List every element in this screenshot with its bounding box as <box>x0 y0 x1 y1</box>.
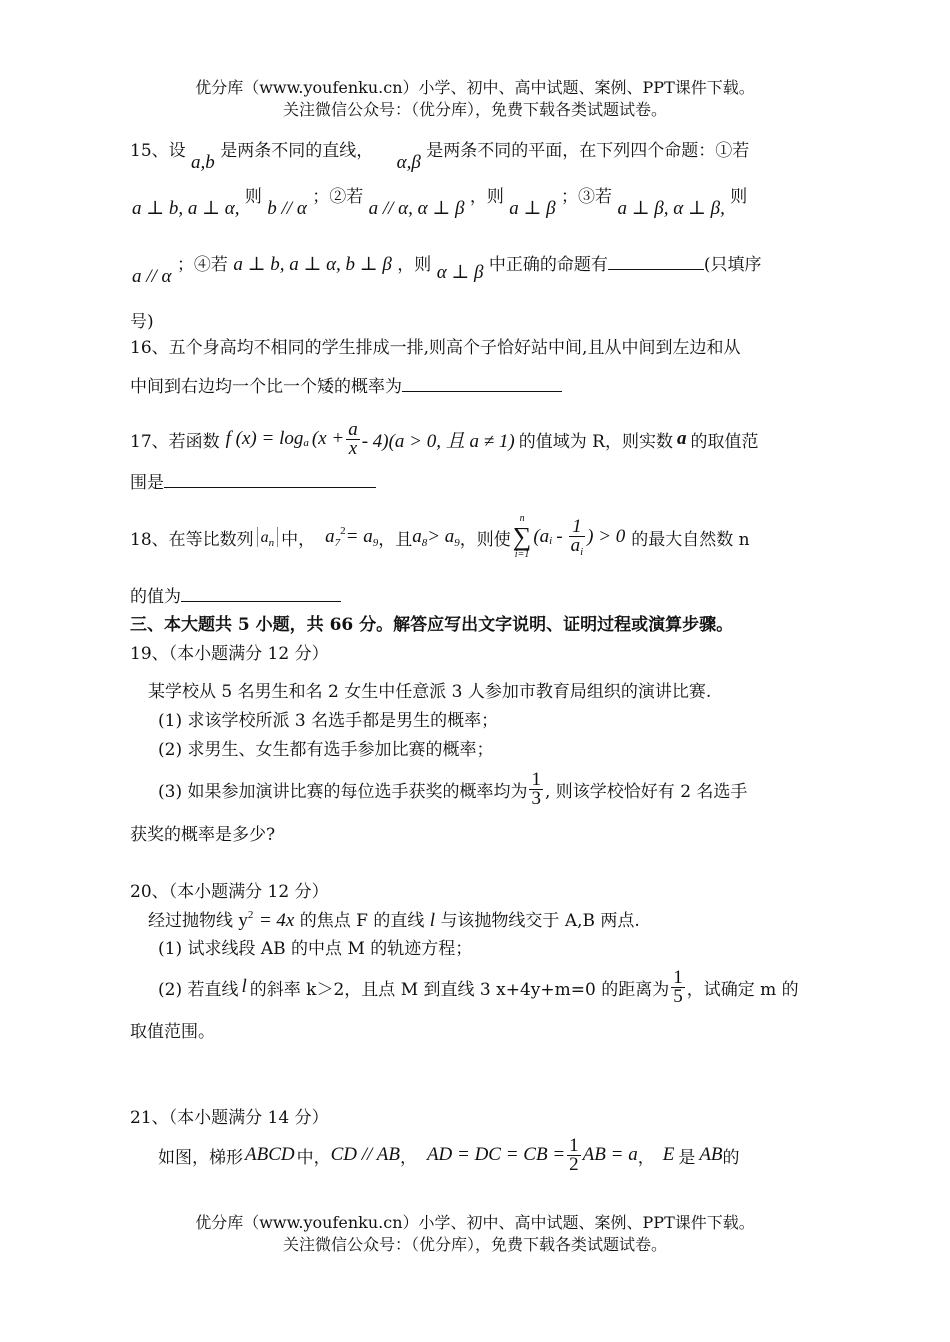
q18-seq-sub: n <box>268 537 275 549</box>
q15-semi-3: ；④若 <box>176 255 228 275</box>
header-line-2: 关注微信公众号：（优分库），免费下载各类试题试卷。 <box>282 100 667 119</box>
q20-p2-text-3: ，试确定 m 的 <box>686 979 799 1000</box>
q18-sequence <box>257 527 279 547</box>
q19-part-3-cont: 获奖的概率是多少? <box>130 825 276 845</box>
q21-text-6: 的 <box>722 1147 740 1168</box>
q20-part-2-cont: 取值范围。 <box>130 1022 215 1042</box>
q18-ineq <box>412 526 460 548</box>
q18-text-1: 中， <box>281 529 316 550</box>
q15-then-4: ，则 <box>397 255 432 275</box>
q20-eq: = 4x <box>258 910 295 931</box>
q15-answer-blank <box>608 268 704 270</box>
q17-open: (x + <box>311 428 345 449</box>
q17-line-1 <box>130 412 758 466</box>
q18-frac-den-sub: i <box>580 545 584 558</box>
q17-text-1: 的值域为 R，则实数 <box>518 431 673 452</box>
q17-frac-num: a <box>348 418 358 440</box>
q16-line-2 <box>130 372 562 397</box>
q21-abcd: ABCD <box>245 1144 295 1165</box>
q15-result-2: a ⊥ β <box>509 198 556 219</box>
q18-text-5: 的值为 <box>130 587 181 607</box>
q21-parallel: CD // AB <box>330 1144 400 1165</box>
q20-intro-b: 的焦点 F 的直线 <box>299 911 425 931</box>
q21-text-1: 如图，梯形 <box>158 1147 243 1168</box>
q21-ab-eq: AB = a <box>582 1144 638 1165</box>
q21-frac-den: 2 <box>569 1153 579 1175</box>
q19-frac-num: 1 <box>531 768 541 790</box>
q20-intro-c: 与该抛物线交于 A,B 两点. <box>440 911 640 931</box>
q18-answer-blank <box>181 600 341 602</box>
q18-close: ) > 0 <box>587 526 626 547</box>
q15-tail: 中正确的命题有 <box>488 255 608 275</box>
q17-frac-den: x <box>348 437 358 459</box>
q18-line-2 <box>130 582 341 607</box>
q20-p2-text-1: (2) 若直线 <box>158 979 239 1000</box>
q18-paren: (a <box>533 526 550 547</box>
q15-ab: a,b <box>191 152 215 173</box>
q15-text-1: 是两条不同的直线， <box>220 141 374 161</box>
q19-p3-text-1: (3) 如果参加演讲比赛的每位选手获奖的概率均为 <box>158 781 528 802</box>
q15-line-2 <box>132 187 748 220</box>
q18-sum-bottom: i=1 <box>514 549 530 560</box>
q21-heading: 21、（本小题满分 14 分） <box>130 1108 329 1128</box>
q18-eq1-a: a <box>325 526 335 547</box>
q18-eq1 <box>325 526 378 548</box>
q19-fraction <box>529 768 543 809</box>
q18-text-2: ，且 <box>378 529 413 550</box>
q20-intro <box>148 906 640 932</box>
q17-fraction <box>346 418 360 459</box>
q15-line-1 <box>130 136 750 173</box>
q18-sum <box>513 514 532 560</box>
q18-ineq-a: a <box>412 526 422 547</box>
q18-ineq-sub-1: 8 <box>421 537 428 549</box>
q16-answer-blank <box>402 390 562 392</box>
q19-p3-text-2: , 则该学校恰好有 2 名选手 <box>544 781 748 802</box>
q16-text: 中间到右边均一个比一个矮的概率为 <box>130 377 402 397</box>
q21-text-5: 是 <box>678 1147 696 1168</box>
q15-semi-2: ；③若 <box>561 187 613 207</box>
footer-line-1: 优分库（www.youfenku.cn）小学、初中、高中试题、案例、PPT课件下载。 <box>195 1213 755 1232</box>
q15-text-2: 是两条不同的平面，在下列四个命题：①若 <box>426 141 750 161</box>
q15-then-1: 则 <box>244 187 262 207</box>
q18-fraction <box>569 515 586 558</box>
q21-line-1 <box>158 1130 740 1180</box>
q15-cond-3: a ⊥ β, α ⊥ β, <box>617 198 725 219</box>
q20-fraction <box>671 966 685 1007</box>
q17-func: f (x) = log <box>225 428 304 449</box>
q17-num: 17、若函数 <box>130 431 220 452</box>
q18-sum-top: n <box>519 513 525 524</box>
q20-y: y <box>238 910 248 931</box>
q20-sq: 2 <box>247 909 254 921</box>
q18-num: 18、在等比数列 <box>130 529 254 550</box>
q18-text-4: 的最大自然数 n <box>631 529 750 550</box>
q17-line-2 <box>130 468 376 493</box>
q18-eq1-bsub: 9 <box>372 537 379 549</box>
q17-log-base: a <box>303 437 309 449</box>
q17-a: a <box>676 428 687 449</box>
q17-text-3: 围是 <box>130 473 164 493</box>
q21-fraction <box>567 1134 581 1175</box>
q15-result-1: b // α <box>267 198 307 219</box>
q15-then-2: ，则 <box>469 187 504 207</box>
q17-rest: - 4)(a > 0, 且 a ≠ 1) <box>361 430 515 452</box>
q18-frac-den: a <box>570 534 581 556</box>
q18-ineq-sub-2: 9 <box>454 537 460 549</box>
section-3-heading: 三、本大题共 5 小题，共 66 分。解答应写出文字说明、证明过程或演算步骤。 <box>130 615 734 635</box>
q15-num: 15、设 <box>130 141 186 161</box>
q19-part-1: (1) 求该学校所派 3 名选手都是男生的概率； <box>158 711 499 731</box>
q19-frac-den: 3 <box>531 787 541 809</box>
q18-eq1-sub: 7 <box>334 537 341 549</box>
q21-text-3: ， <box>399 1147 417 1168</box>
q18-minus: - <box>556 526 563 547</box>
q17-answer-blank <box>164 486 376 488</box>
q15-line-3 <box>132 250 762 287</box>
header-line-1: 优分库（www.youfenku.cn）小学、初中、高中试题、案例、PPT课件下载。 <box>195 78 755 97</box>
q19-part-3 <box>158 764 747 814</box>
q15-tail-2: (只填序 <box>703 255 762 275</box>
q15-result-4: α ⊥ β <box>436 262 484 283</box>
q21-frac-num: 1 <box>569 1134 579 1156</box>
q21-ab: AB <box>699 1144 723 1165</box>
q19-part-2: (2) 求男生、女生都有选手参加比赛的概率； <box>158 740 494 760</box>
q18-line-1 <box>130 506 750 568</box>
q20-l: l <box>429 910 436 931</box>
q18-eq1-sup: 2 <box>340 525 346 537</box>
q20-part-1: (1) 试求线段 AB 的中点 M 的轨迹方程； <box>158 939 473 959</box>
q20-p2-l: l <box>241 976 247 997</box>
q16-line-1: 16、五个身高均不相同的学生排成一排,则高个子恰好站中间,且从中间到左边和从 <box>130 338 741 358</box>
q20-heading: 20、（本小题满分 12 分） <box>130 882 329 902</box>
q20-p2-text-2: 的斜率 k＞2，且点 M 到直线 3 x+4y+m=0 的距离为 <box>249 979 670 1000</box>
q20-intro-a: 经过抛物线 <box>148 911 233 931</box>
q21-e: E <box>662 1144 675 1165</box>
q15-semi-1: ；②若 <box>312 187 364 207</box>
q21-text-2: 中， <box>296 1147 331 1168</box>
q15-cond-1: a ⊥ b, a ⊥ α, <box>132 198 240 219</box>
q20-frac-num: 1 <box>673 966 683 988</box>
q21-text-4: ， <box>637 1147 655 1168</box>
q19-intro: 某学校从 5 名男生和名 2 女生中任意派 3 人参加市教育局组织的演讲比赛. <box>148 682 712 702</box>
q15-cond-2: a // α, α ⊥ β <box>368 198 465 219</box>
q18-eq1-b: = a <box>345 526 373 547</box>
q15-tail-3: 号) <box>130 312 154 332</box>
q19-heading: 19、（本小题满分 12 分） <box>130 644 329 664</box>
q18-text-3: ，则使 <box>459 529 511 550</box>
q18-paren-sub: i <box>549 535 553 547</box>
q15-cond-4: a ⊥ b, a ⊥ α, b ⊥ β <box>233 254 392 275</box>
footer-line-2: 关注微信公众号：（优分库），免费下载各类试题试卷。 <box>282 1235 667 1254</box>
q18-frac-num: 1 <box>569 518 586 537</box>
q18-seq-a: a <box>260 529 269 546</box>
q15-alpha-beta: α,β <box>396 152 421 173</box>
q18-ineq-mid: > a <box>427 526 455 547</box>
q15-then-3: 则 <box>730 187 748 207</box>
q17-text-2: 的取值范 <box>690 431 759 452</box>
q18-sum-sign: ∑ <box>512 522 532 551</box>
q21-eq: AD = DC = CB = <box>426 1144 566 1165</box>
q15-result-3: a // α <box>132 266 172 287</box>
q20-part-2 <box>158 962 799 1012</box>
q20-frac-den: 5 <box>673 985 683 1007</box>
